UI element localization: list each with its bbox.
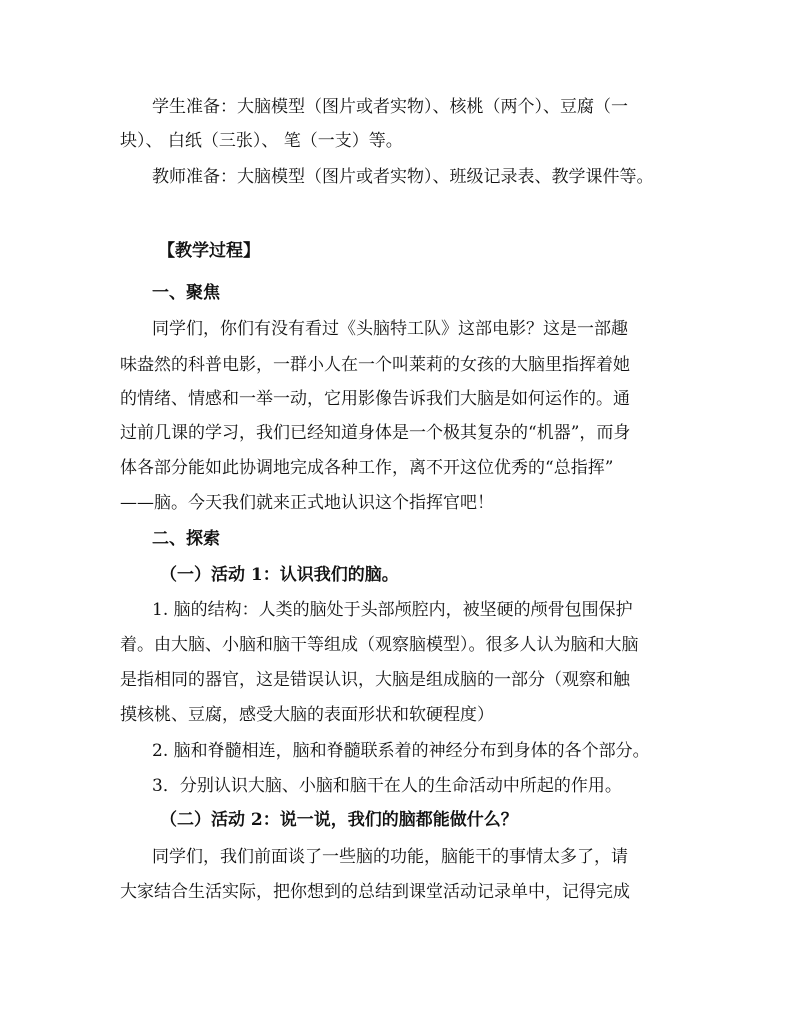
activity1-item1-line: 是指相同的器官，这是错误认识，大脑是组成脑的一部分（观察和触 (120, 670, 630, 690)
teacher-prep-line: 教师准备：大脑模型（图片或者实物）、班级记录表、教学课件等。 (152, 167, 654, 187)
activity1-item1-line: 着。由大脑、小脑和脑干等组成（观察脑模型）。很多人认为脑和大脑 (120, 635, 639, 655)
student-prep-line-2: 块）、 白纸（三张）、 笔（一支）等。 (120, 131, 403, 151)
section1-para-line: 过前几课的学习，我们已经知道身体是一个极其复杂的“机器”，而身 (120, 423, 631, 443)
activity2-para-line: 同学们，我们前面谈了一些脑的功能，脑能干的事情太多了，请 (152, 847, 628, 867)
activity2-para-line: 大家结合生活实际，把你想到的总结到课堂活动记录单中，记得完成 (120, 882, 630, 902)
section1-para-line: 体各部分能如此协调地完成各种工作，离不开这位优秀的“总指挥” (120, 458, 614, 478)
activity1-item2: 2. 脑和脊髓相连，脑和脊髓联系着的神经分布到身体的各个部分。 (152, 741, 650, 761)
section2-title: 二、探索 (152, 529, 220, 549)
section1-para-line: ——脑。今天我们就来正式地认识这个指挥官吧！ (120, 493, 494, 513)
activity1-item1-line: 摸核桃、豆腐，感受大脑的表面形状和软硬程度） (120, 705, 494, 725)
activity2-title: （二）活动 2：说一说，我们的脑都能做什么？ (160, 810, 518, 830)
activity1-item1-line: 1. 脑的结构：人类的脑处于头部颅腔内，被坚硬的颅骨包围保护 (152, 600, 633, 620)
section1-title: 一、聚焦 (152, 283, 220, 303)
process-heading: 【教学过程】 (158, 241, 260, 261)
section1-para-line: 同学们，你们有没有看过《头脑特工队》这部电影？这是一部趣 (152, 319, 628, 339)
student-prep-line-1: 学生准备：大脑模型（图片或者实物）、核桃（两个）、豆腐（一 (152, 97, 628, 117)
activity1-item3: 3．分别认识大脑、小脑和脑干在人的生命活动中所起的作用。 (152, 776, 622, 796)
section1-para-line: 的情绪、情感和一举一动，它用影像告诉我们大脑是如何运作的。通 (120, 389, 630, 409)
activity1-title: （一）活动 1：认识我们的脑。 (160, 565, 399, 585)
section1-para-line: 味盎然的科普电影，一群小人在一个叫莱莉的女孩的大脑里指挥着她 (120, 355, 630, 375)
